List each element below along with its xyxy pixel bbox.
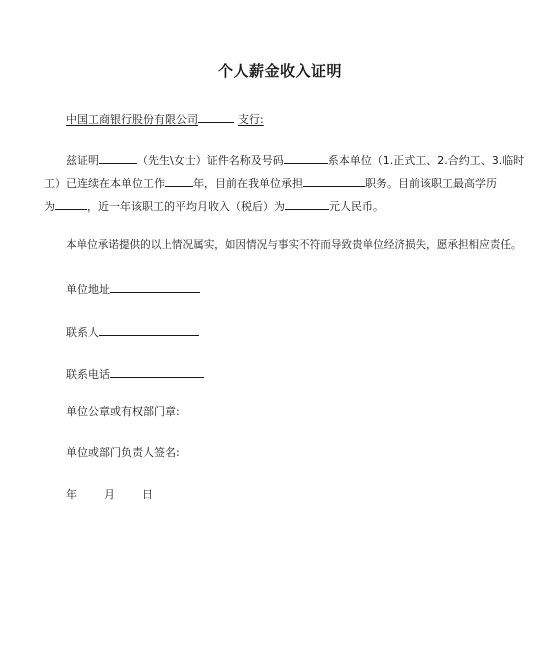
para1-text-6: 职务。目前该职工最高学历 [365, 177, 497, 190]
para1-text-9: 元人民币。 [329, 200, 384, 213]
contact-label: 联系人 [66, 326, 99, 339]
date-month: 月 [104, 488, 115, 501]
position-blank[interactable] [303, 174, 365, 187]
seal-field: 单位公章或有权部门章: [66, 405, 180, 418]
contact-field [66, 323, 199, 340]
branch-label: 支行: [238, 113, 264, 126]
para1-text-4: 工）已连续在本单位工作 [44, 177, 165, 190]
signature-field: 单位或部门负责人签名: [66, 446, 180, 459]
commitment-paragraph: 本单位承诺提供的以上情况属实，如因情况与事实不符而导致贵单位经济损失，愿承担相应责任。 [66, 239, 522, 251]
para1-text-2: （先生\女士）证件名称及号码 [137, 154, 284, 167]
date-year: 年 [66, 488, 77, 501]
branch-blank[interactable] [198, 110, 234, 123]
para1-line3 [44, 197, 384, 214]
para1-line1 [66, 151, 524, 168]
para1-line2 [44, 174, 497, 191]
contact-blank[interactable] [99, 323, 199, 336]
para1-text-1: 兹证明 [66, 154, 99, 167]
para1-text-5: 年，目前在我单位承担 [193, 177, 303, 190]
phone-blank[interactable] [110, 365, 204, 378]
bank-name: 中国工商银行股份有限公司 [66, 113, 198, 126]
date-line [66, 488, 153, 502]
para1-text-3: 系本单位（1.正式工、2.合约工、3.临时 [327, 154, 525, 167]
monthly-income-blank[interactable] [285, 197, 329, 210]
date-day: 日 [142, 488, 153, 501]
phone-label: 联系电话 [66, 368, 110, 381]
phone-field [66, 365, 204, 382]
page-title: 个人薪金收入证明 [217, 62, 342, 80]
work-years-blank[interactable] [165, 174, 193, 187]
address-label: 单位地址 [66, 283, 110, 296]
para1-text-7: 为 [44, 200, 55, 213]
address-field [66, 280, 200, 297]
name-blank[interactable] [99, 151, 137, 164]
education-blank[interactable] [55, 197, 87, 210]
address-blank[interactable] [110, 280, 200, 293]
bank-line [66, 110, 264, 127]
id-number-blank[interactable] [284, 151, 328, 164]
para1-text-8: ，近一年该职工的平均月收入（税后）为 [87, 200, 285, 213]
